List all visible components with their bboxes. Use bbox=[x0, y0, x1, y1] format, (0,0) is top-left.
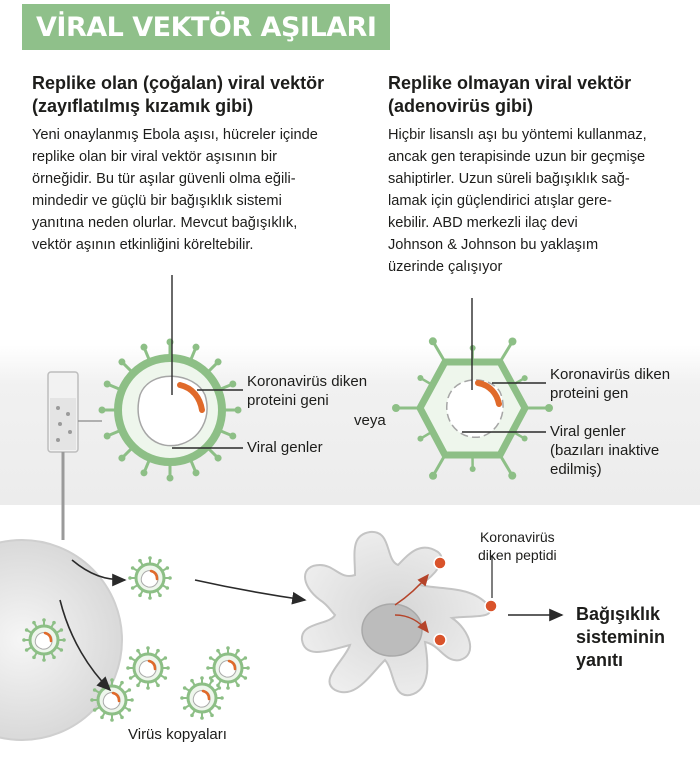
virus-copies-label: Virüs kopyaları bbox=[128, 726, 227, 743]
immune-response-line2: sisteminin bbox=[576, 627, 666, 647]
immune-response-line3: yanıtı bbox=[576, 650, 624, 670]
peptide-label-line1: Koronavirüs bbox=[479, 529, 555, 545]
immune-response-line1: Bağışıklık bbox=[576, 604, 661, 624]
page-title: VİRAL VEKTÖR AŞILARI bbox=[36, 11, 377, 43]
virus-copy-icon bbox=[126, 646, 170, 690]
virus-copy-icon bbox=[128, 556, 172, 600]
right-spike-label-line2: proteini gen bbox=[550, 385, 629, 402]
right-viral-genes-label bbox=[550, 422, 659, 479]
or-label: veya bbox=[354, 412, 386, 429]
left-spike-label-line2: proteini geni bbox=[247, 392, 329, 409]
right-body-line: lamak için güçlendirici atışlar gere- bbox=[388, 193, 612, 209]
left-viral-genes-label: Viral genler bbox=[247, 439, 323, 456]
left-spike-label-line1: Koronavirüs diken bbox=[247, 373, 368, 390]
left-spike-gene-label bbox=[247, 372, 367, 410]
virus-copy-icon bbox=[180, 676, 224, 720]
left-heading-line1: Replike olan (çoğalan) viral vektör bbox=[32, 73, 325, 93]
left-body-line: yanıtına neden olurlar. Mevcut bağışıklık, bbox=[32, 215, 298, 231]
right-body-line: ancak gen terapisinde uzun bir geçmişe bbox=[388, 149, 646, 165]
right-body-line: üzerinde çalışıyor bbox=[388, 259, 503, 275]
title-bar bbox=[22, 4, 390, 50]
right-genes-label-line2: (bazıları inaktive bbox=[550, 442, 660, 459]
right-body-line: Johnson & Johnson bu yaklaşım bbox=[388, 237, 599, 253]
replicating-virus-icon bbox=[99, 339, 242, 482]
peptide-label bbox=[478, 528, 557, 564]
right-genes-label-line3: edilmiş) bbox=[550, 461, 602, 478]
right-spike-gene-label bbox=[550, 365, 670, 403]
left-description bbox=[32, 124, 362, 256]
left-heading-line2: (zayıflatılmış kızamık gibi) bbox=[32, 96, 254, 116]
left-body-line: Yeni onaylanmış Ebola aşısı, hücreler içinde bbox=[32, 127, 318, 143]
right-description bbox=[388, 124, 693, 278]
right-body-line: sahiptirler. Uzun süreli bağışıklık sağ- bbox=[388, 171, 630, 187]
right-body-line: Hiçbir lisanslı aşı bu yöntemi kullanmaz, bbox=[388, 127, 647, 143]
peptide-label-line2: diken peptidi bbox=[478, 547, 557, 563]
immune-response-label bbox=[576, 603, 665, 672]
left-heading bbox=[32, 72, 324, 118]
right-genes-label-line1: Viral genler bbox=[550, 423, 626, 440]
left-body-line: vektör aşının etkinliğini köreltebilir. bbox=[32, 237, 254, 253]
left-body-line: örneğidir. Bu tür aşılar güvenli olma eğili- bbox=[32, 171, 296, 187]
left-body-line: replike olan bir viral vektör aşısının bir bbox=[32, 149, 277, 165]
right-heading-line2: (adenovirüs gibi) bbox=[388, 96, 534, 116]
right-heading-line1: Replike olmayan viral vektör bbox=[388, 73, 632, 93]
left-body-line: mindedir ve güçlü bir bağışıklık sistemi bbox=[32, 193, 282, 209]
right-heading bbox=[388, 72, 631, 118]
virus-copy-icon bbox=[206, 646, 250, 690]
right-spike-label-line1: Koronavirüs diken bbox=[550, 366, 671, 383]
dendritic-cell-icon bbox=[302, 532, 490, 695]
right-body-line: kebilir. ABD merkezli ilaç devi bbox=[388, 215, 578, 231]
